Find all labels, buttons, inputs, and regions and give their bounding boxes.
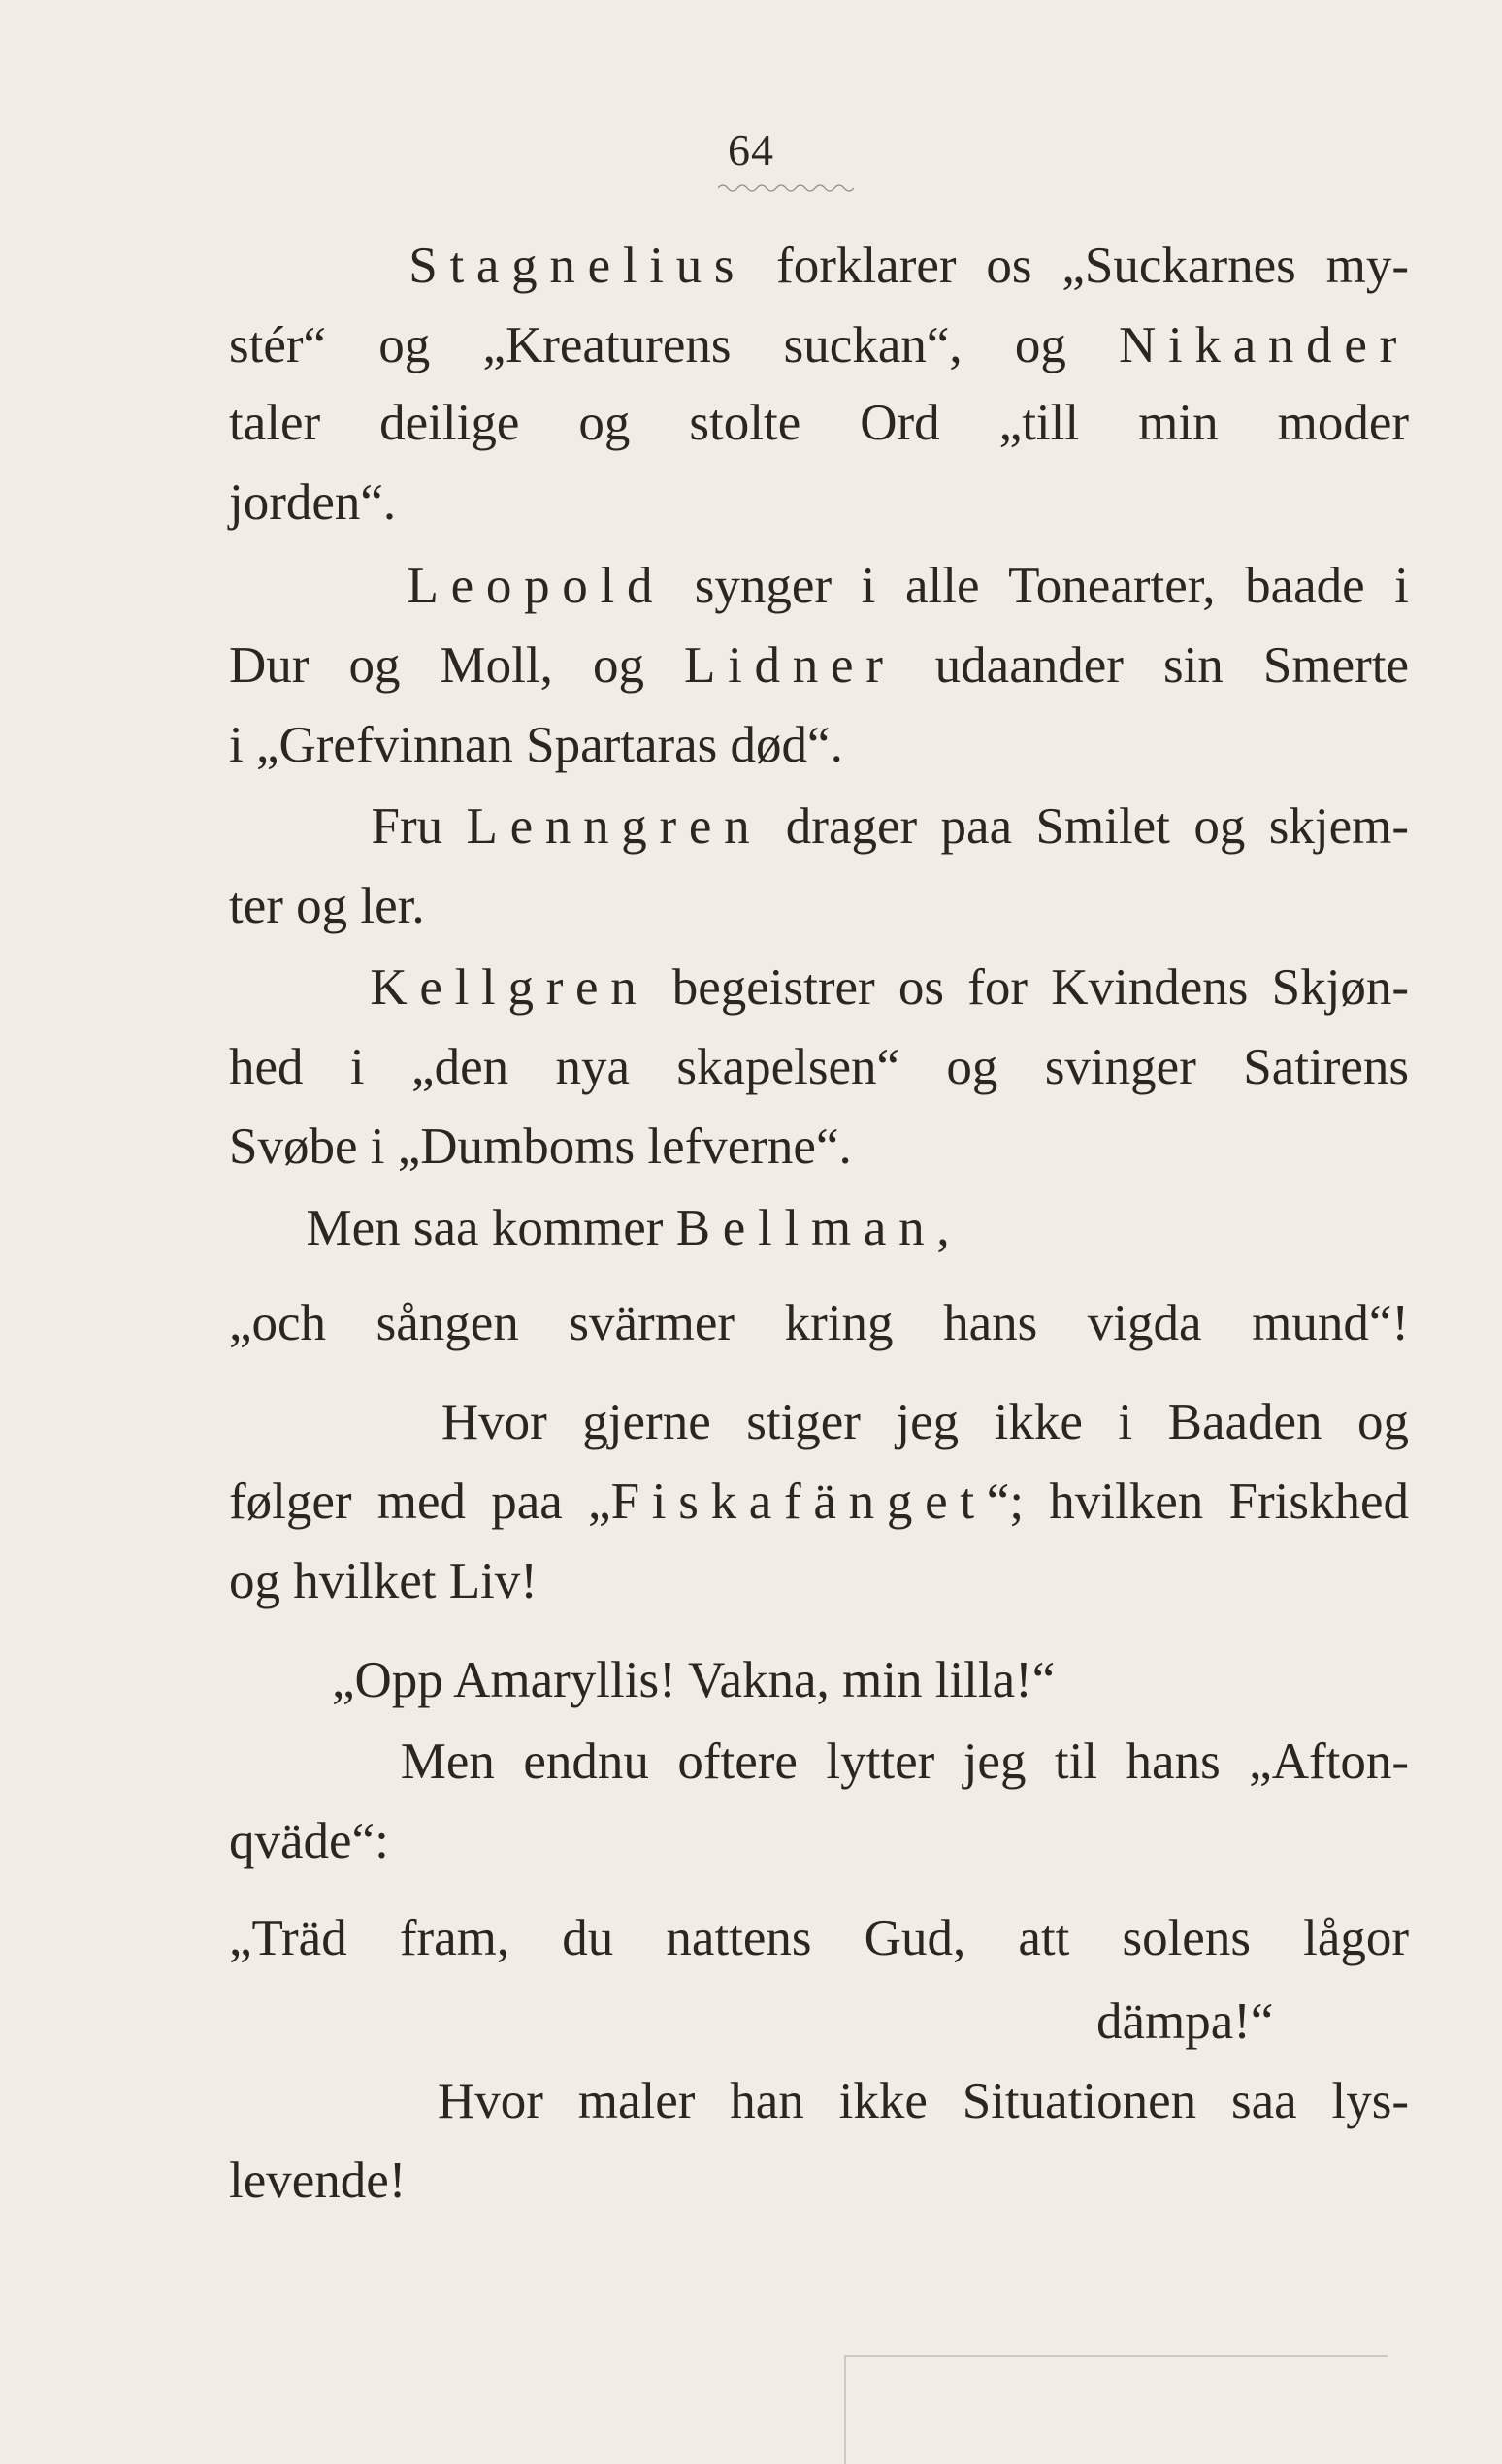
text-run: Svøbe i „Dumboms lefverne“. bbox=[229, 1119, 852, 1175]
spaced-name: Nikander bbox=[1119, 317, 1409, 373]
text-line bbox=[229, 474, 1409, 531]
spaced-name: Bellman bbox=[675, 1200, 937, 1256]
text-run: følger med paa „ bbox=[229, 1474, 611, 1530]
header-ornament bbox=[718, 180, 854, 194]
page-edge-line bbox=[844, 2355, 1388, 2357]
text-line bbox=[229, 2153, 1409, 2209]
text-line bbox=[229, 395, 1409, 451]
spaced-name: Leopold bbox=[407, 558, 666, 614]
text-run: hed i „den nya skapelsen“ og svinger Satirens bbox=[229, 1039, 1409, 1095]
text-line bbox=[229, 238, 1409, 294]
text-line bbox=[229, 878, 1409, 934]
spaced-name: Stagnelius bbox=[408, 238, 747, 294]
text-line bbox=[229, 717, 1409, 773]
text-run: „Opp Amaryllis! Vakna, min lilla!“ bbox=[229, 1652, 1056, 1708]
text-run: stér“ og „Kreaturens suckan“, og bbox=[229, 317, 1120, 373]
text-line bbox=[229, 1736, 1409, 1788]
text-run: Hvor gjerne stiger jeg ikke i Baaden og bbox=[229, 1394, 1409, 1450]
spaced-name: Lidner bbox=[684, 637, 896, 694]
text-run: taler deilige og stolte Ord „till min moder bbox=[229, 395, 1409, 451]
text-run bbox=[229, 959, 370, 1016]
text-run: begeistrer os for Kvindens Skjøn- bbox=[648, 959, 1410, 1016]
text-line bbox=[229, 1295, 1409, 1351]
text-run: Fru bbox=[229, 798, 467, 855]
page-edge-line-vertical bbox=[844, 2355, 846, 2464]
text-line bbox=[229, 558, 1409, 614]
spaced-name: Kellgren bbox=[370, 959, 649, 1016]
text-run: og hvilket Liv! bbox=[229, 1553, 538, 1609]
text-line bbox=[229, 1813, 1409, 1869]
text-line bbox=[229, 1121, 1409, 1173]
text-run: , bbox=[936, 1200, 950, 1256]
text-run: forklarer os „Suckarnes my- bbox=[746, 238, 1409, 294]
text-line bbox=[229, 798, 1409, 855]
text-run: dämpa!“ bbox=[1096, 1994, 1274, 2050]
text-line bbox=[229, 1652, 1409, 1708]
spaced-name: Fiskafänget bbox=[610, 1474, 987, 1530]
text-line bbox=[229, 2073, 1409, 2129]
text-run: Men saa kommer bbox=[229, 1200, 676, 1256]
text-line bbox=[229, 317, 1409, 373]
text-run bbox=[229, 558, 408, 614]
text-run bbox=[229, 238, 408, 294]
text-run: qväde“: bbox=[229, 1813, 389, 1869]
text-run: ter og ler. bbox=[229, 878, 425, 934]
text-run: „Träd fram, du nattens Gud, att solens lågor bbox=[229, 1910, 1409, 1966]
text-run: „och sången svärmer kring hans vigda mund“! bbox=[229, 1295, 1409, 1351]
page-number: 64 bbox=[728, 125, 774, 175]
text-line bbox=[229, 1039, 1409, 1095]
text-line bbox=[229, 1394, 1409, 1450]
spaced-name: Lenngren bbox=[466, 798, 763, 855]
text-run: udaander sin Smerte bbox=[895, 637, 1409, 694]
text-run: drager paa Smilet og skjem- bbox=[762, 798, 1409, 855]
text-line bbox=[229, 1910, 1409, 1966]
text-line bbox=[1096, 1996, 1273, 2048]
text-run: Hvor maler han ikke Situationen saa lys- bbox=[229, 2073, 1409, 2129]
text-line bbox=[229, 1476, 1409, 1528]
text-run: “; hvilken Friskhed bbox=[986, 1474, 1409, 1530]
text-line bbox=[229, 959, 1410, 1016]
text-run: i „Grefvinnan Spartaras død“. bbox=[229, 717, 843, 773]
text-run: Men endnu oftere lytter jeg til hans „Afton- bbox=[229, 1734, 1409, 1790]
text-run: Dur og Moll, og bbox=[229, 637, 685, 694]
text-run: jorden“. bbox=[229, 474, 397, 531]
text-line bbox=[229, 1553, 1409, 1609]
text-line bbox=[229, 637, 1409, 694]
text-line bbox=[229, 1200, 1409, 1256]
text-run: levende! bbox=[229, 2153, 407, 2209]
text-run: synger i alle Tonearter, baade i bbox=[665, 558, 1409, 614]
